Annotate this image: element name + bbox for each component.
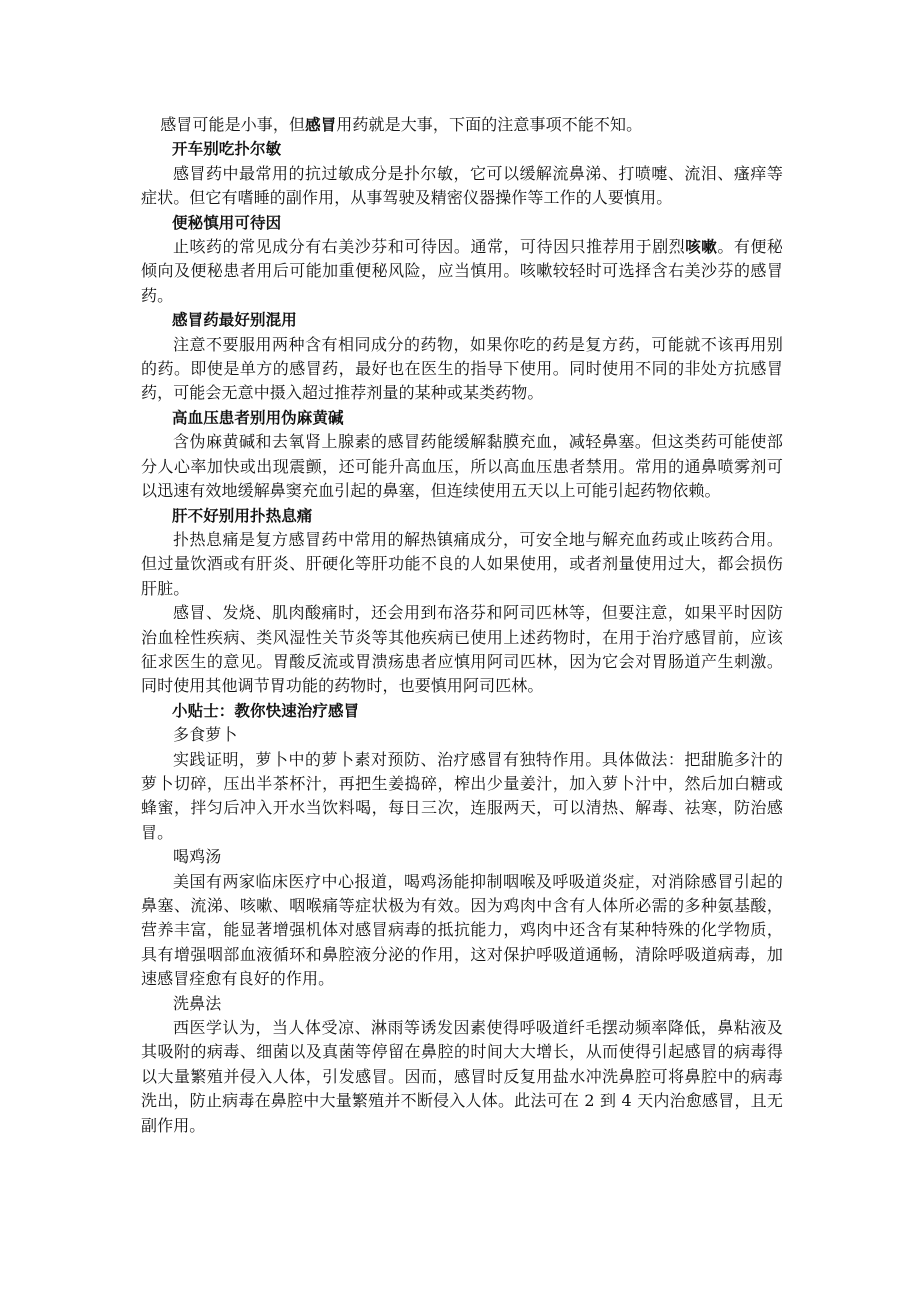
- tip-title-chicken-soup: 喝鸡汤: [173, 847, 222, 867]
- intro-emphasis: 感冒: [305, 116, 337, 134]
- tip-title-nasal-wash: 洗鼻法: [173, 993, 222, 1013]
- tip-title-radish: 多食萝卜: [173, 725, 238, 745]
- section-body-codeine: [141, 235, 783, 308]
- section-body-mixing: 注意不要服用两种含有相同成分的药物，如果你吃的药是复方药，可能就不该再用别的药。即使是单方的感冒药，最好也在医生的指导下使用。同时使用不同的非处方抗感冒药，可能会无意中摄入超过推荐剂量的某种或某类药物。: [141, 334, 783, 403]
- intro-text-after: 用药就是大事，下面的注意事项不能不知。: [336, 115, 643, 134]
- section-body-driving: 感冒药中最常用的抗过敏成分是扑尔敏，它可以缓解流鼻涕、打喷嚏、流泪、瘙痒等症状。但它有嗜睡的副作用，从事驾驶及精密仪器操作等工作的人要慎用。: [141, 163, 783, 208]
- section-heading-codeine: 便秘慎用可待因: [172, 213, 282, 232]
- section-heading-mixing: 感冒药最好别混用: [172, 311, 297, 330]
- section-body-aspirin: 感冒、发烧、肌肉酸痛时，还会用到布洛芬和阿司匹林等，但要注意，如果平时因防治血栓性疾病、类风湿性关节炎等其他疾病已使用上述药物时，在用于治疗感冒前，应该征求医生的意见。胃酸反流或胃溃疡患者应慎用阿司匹林，因为它会对胃肠道产生刺激。同时使用其他调节胃功能的药物时，也要慎用阿司匹林。: [141, 603, 783, 696]
- tip-body-nasal-wash: 西医学认为，当人体受凉、淋雨等诱发因素使得呼吸道纤毛摆动频率降低，鼻粘液及其吸附的病毒、细菌以及真菌等停留在鼻腔的时间大大增长，从而使得引起感冒的病毒得以大量繁殖并侵入人体，引发感冒。因而，感冒时反复用盐水冲洗鼻腔可将鼻腔中的病毒洗出，防止病毒在鼻腔中大量繁殖并不断侵入人体。此法可在 2 到 4 天内治愈感冒，且无副作用。: [141, 1018, 783, 1135]
- section-heading-liver: 肝不好别用扑热息痛: [172, 506, 313, 525]
- intro-text-before: 感冒可能是小事，但: [160, 115, 306, 134]
- tip-body-radish: 实践证明，萝卜中的萝卜素对预防、治疗感冒有独特作用。具体做法：把甜脆多汁的萝卜切碎，压出半茶杯汁，再把生姜捣碎，榨出少量姜汁，加入萝卜汁中，然后加白糖或蜂蜜，拌匀后冲入开水当饮料喝，每日三次，连服两天，可以清热、解毒、祛寒，防治感冒。: [141, 749, 783, 842]
- codeine-text-after: 。有便秘倾向及便秘患者用后可能加重便秘风险，应当慎用。咳嗽较轻时可选择含右美沙芬的感冒药。: [141, 237, 784, 305]
- intro-paragraph: [141, 113, 783, 137]
- codeine-text-before: 止咳药的常见成分有右美沙芬和可待因。通常，可待因只推荐用于剧烈: [173, 237, 686, 257]
- section-body-liver: 扑热息痛是复方感冒药中常用的解热镇痛成分，可安全地与解充血药或止咳药合用。但过量饮酒或有肝炎、肝硬化等肝功能不良的人如果使用，或者剂量使用过大，都会损伤肝脏。: [141, 529, 783, 598]
- tip-body-chicken-soup: 美国有两家临床医疗中心报道，喝鸡汤能抑制咽喉及呼吸道炎症，对消除感冒引起的鼻塞、流涕、咳嗽、咽喉痛等症状极为有效。因为鸡肉中含有人体所必需的多种氨基酸，营养丰富，能显著增强机体对感冒病毒的抵抗能力，鸡肉中还含有某种特殊的化学物质，具有增强咽部血液循环和鼻腔液分泌的作用，这对保护呼吸道通畅，清除呼吸道病毒，加速感冒痊愈有良好的作用。: [141, 871, 783, 989]
- section-body-hypertension: 含伪麻黄碱和去氧肾上腺素的感冒药能缓解黏膜充血，减轻鼻塞。但这类药可能使部分人心率加快或出现震颤，还可能升高血压，所以高血压患者禁用。常用的通鼻喷雾剂可以迅速有效地缓解鼻窦充血引起的鼻塞，但连续使用五天以上可能引起药物依赖。: [141, 432, 783, 501]
- document-page: [141, 113, 783, 1138]
- section-heading-driving: 开车别吃扑尔敏: [172, 140, 282, 159]
- section-heading-hypertension: 高血压患者别用伪麻黄碱: [172, 408, 344, 427]
- tips-heading: 小贴士：教你快速治疗感冒: [172, 701, 360, 720]
- codeine-emphasis: 咳嗽: [685, 238, 718, 257]
